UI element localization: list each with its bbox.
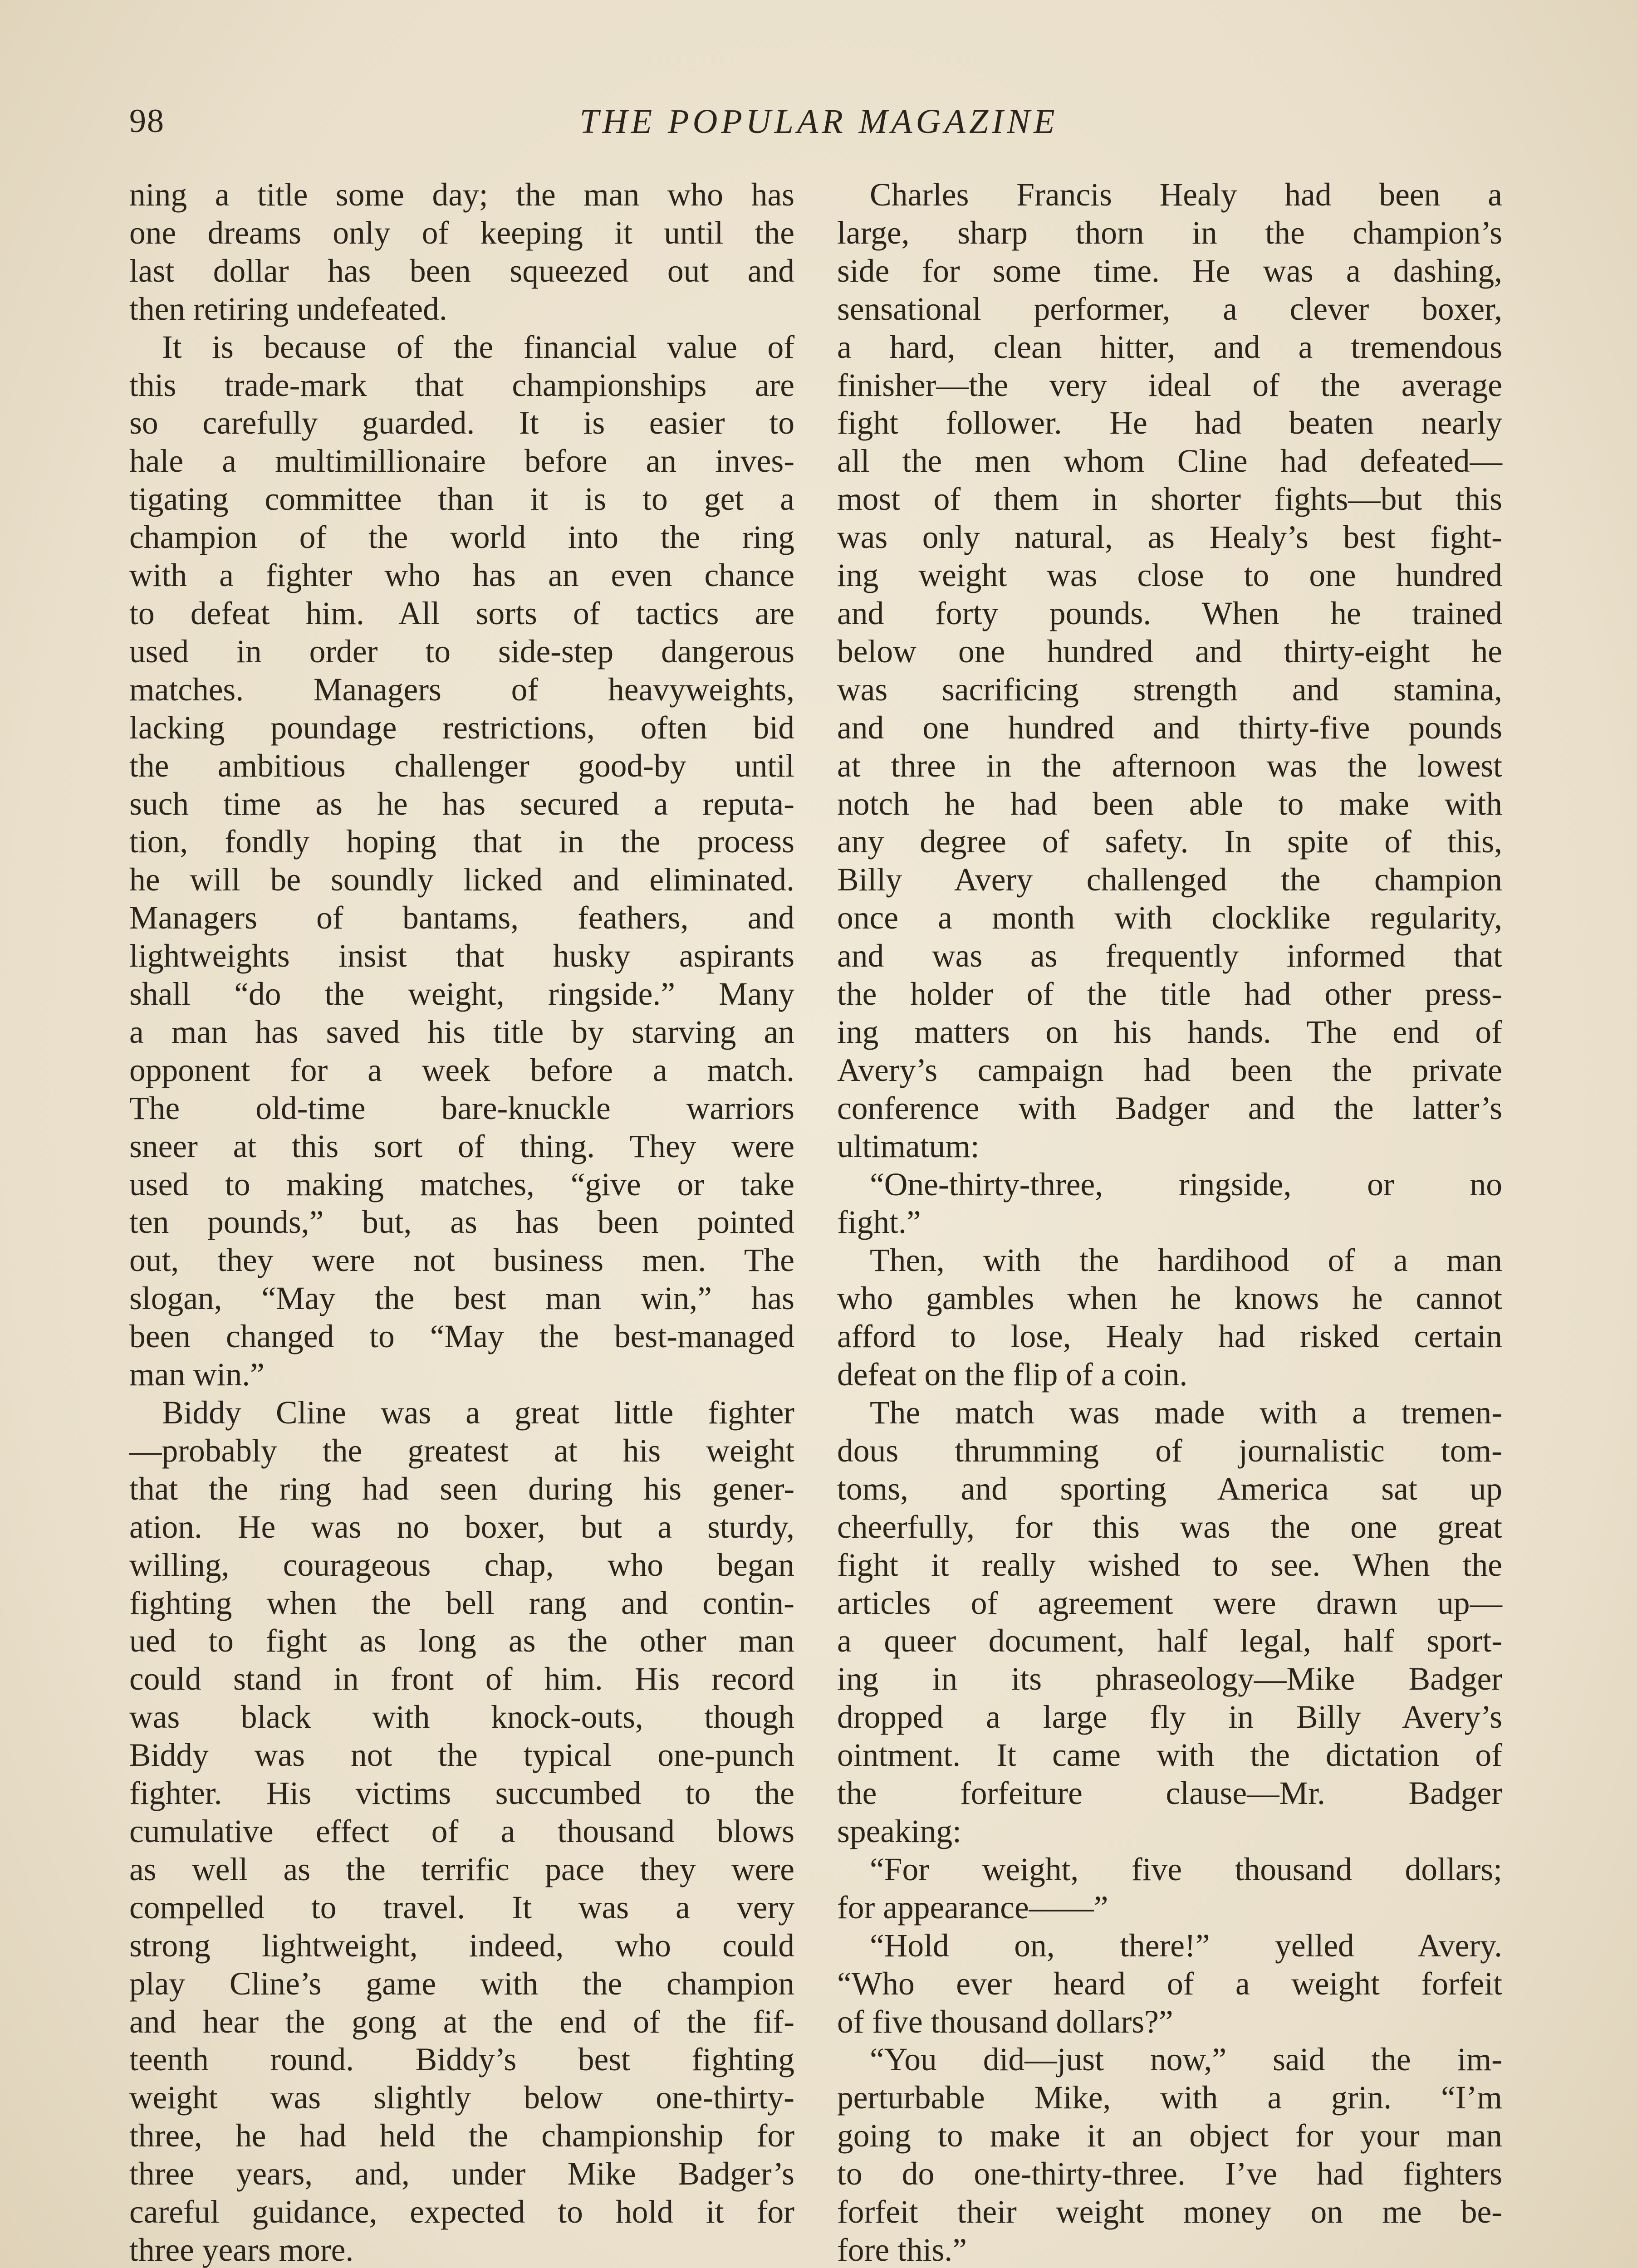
text-line: the holder of the title had other press- bbox=[837, 976, 1502, 1012]
text-line: sneer at this sort of thing. They were bbox=[129, 1128, 794, 1164]
text-line: a man has saved his title by starving an bbox=[129, 1014, 794, 1050]
text-line: such time as he has secured a reputa- bbox=[129, 786, 794, 822]
left-text-column bbox=[129, 176, 794, 2268]
text-line: Then, with the hardihood of a man bbox=[870, 1242, 1502, 1279]
text-line: Avery’s campaign had been the private bbox=[837, 1052, 1502, 1088]
text-line: “Hold on, there!” yelled Avery. bbox=[870, 1927, 1502, 1964]
text-line: three, he had held the championship for bbox=[129, 2118, 794, 2154]
text-line: opponent for a week before a match. bbox=[129, 1052, 794, 1088]
text-line: three years more. bbox=[129, 2232, 354, 2268]
text-line: “One-thirty-three, ringside, or no bbox=[870, 1166, 1502, 1202]
text-line: toms, and sporting America sat up bbox=[837, 1471, 1502, 1507]
text-line: “For weight, five thousand dollars; bbox=[870, 1851, 1502, 1887]
text-line: sensational performer, a clever boxer, bbox=[837, 291, 1502, 327]
text-line: Charles Francis Healy had been a bbox=[870, 177, 1502, 213]
text-line: three years, and, under Mike Badger’s bbox=[129, 2156, 794, 2192]
text-line: strong lightweight, indeed, who could bbox=[129, 1927, 794, 1964]
text-line: dropped a large fly in Billy Avery’s bbox=[837, 1699, 1502, 1735]
text-line: speaking: bbox=[837, 1813, 962, 1849]
text-line: the ambitious challenger good-by until bbox=[129, 748, 794, 784]
text-line: side for some time. He was a dashing, bbox=[837, 253, 1502, 289]
text-line: he will be soundly licked and eliminated. bbox=[129, 862, 794, 898]
text-line: afford to lose, Healy had risked certain bbox=[837, 1319, 1502, 1355]
text-line: below one hundred and thirty-eight he bbox=[837, 633, 1502, 670]
text-line: the forfeiture clause—Mr. Badger bbox=[837, 1775, 1502, 1812]
text-line: teenth round. Biddy’s best fighting bbox=[129, 2042, 794, 2078]
right-text-column bbox=[837, 176, 1502, 2268]
text-line: Billy Avery challenged the champion bbox=[837, 862, 1502, 898]
text-line: shall “do the weight, ringside.” Many bbox=[129, 976, 794, 1012]
text-line: fight follower. He had beaten nearly bbox=[837, 405, 1502, 441]
text-line: for appearance——” bbox=[837, 1889, 1108, 1926]
text-line: and was as frequently informed that bbox=[837, 938, 1502, 974]
text-line: and hear the gong at the end of the fif- bbox=[129, 2004, 794, 2040]
text-line: at three in the afternoon was the lowest bbox=[837, 748, 1502, 784]
text-line: compelled to travel. It was a very bbox=[129, 1889, 794, 1926]
text-line: and one hundred and thirty-five pounds bbox=[837, 709, 1502, 746]
text-line: as well as the terrific pace they were bbox=[129, 1851, 794, 1887]
text-line: used to making matches, “give or take bbox=[129, 1166, 794, 1202]
text-line: to defeat him. All sorts of tactics are bbox=[129, 595, 794, 631]
text-line: defeat on the flip of a coin. bbox=[837, 1357, 1188, 1393]
text-line: this trade-mark that championships are bbox=[129, 367, 794, 403]
text-line: articles of agreement were drawn up— bbox=[837, 1585, 1502, 1621]
text-line: fighting when the bell rang and contin- bbox=[129, 1585, 794, 1621]
text-line: going to make it an object for your man bbox=[837, 2118, 1502, 2154]
running-head: THE POPULAR MAGAZINE bbox=[579, 103, 1059, 141]
text-line: cumulative effect of a thousand blows bbox=[129, 1813, 794, 1849]
text-line: ing matters on his hands. The end of bbox=[837, 1014, 1502, 1050]
text-line: large, sharp thorn in the champion’s bbox=[837, 215, 1502, 251]
text-line: fore this.” bbox=[837, 2232, 967, 2268]
text-line: matches. Managers of heavyweights, bbox=[129, 671, 794, 708]
text-line: ing in its phraseology—Mike Badger bbox=[837, 1661, 1502, 1697]
text-line: conference with Badger and the latter’s bbox=[837, 1090, 1502, 1126]
text-line: lightweights insist that husky aspirants bbox=[129, 938, 794, 974]
text-line: “Who ever heard of a weight forfeit bbox=[837, 1965, 1502, 2002]
text-line: used in order to side-step dangerous bbox=[129, 633, 794, 670]
text-line: ten pounds,” but, as has been pointed bbox=[129, 1204, 794, 1241]
text-line: careful guidance, expected to hold it for bbox=[129, 2194, 794, 2230]
text-line: ation. He was no boxer, but a sturdy, bbox=[129, 1509, 794, 1545]
text-line: fight.” bbox=[837, 1204, 921, 1241]
text-line: one dreams only of keeping it until the bbox=[129, 215, 794, 251]
text-line: willing, courageous chap, who began bbox=[129, 1547, 794, 1583]
text-line: slogan, “May the best man win,” has bbox=[129, 1281, 794, 1317]
text-line: ing weight was close to one hundred bbox=[837, 557, 1502, 594]
text-line: tion, fondly hoping that in the process bbox=[129, 824, 794, 860]
text-line: could stand in front of him. His record bbox=[129, 1661, 794, 1697]
text-line: man win.” bbox=[129, 1357, 265, 1393]
text-line: last dollar has been squeezed out and bbox=[129, 253, 794, 289]
text-line: lacking poundage restrictions, often bid bbox=[129, 709, 794, 746]
text-line: of five thousand dollars?” bbox=[837, 2004, 1173, 2040]
text-line: hale a multimillionaire before an inves- bbox=[129, 443, 794, 479]
text-line: “You did—just now,” said the im- bbox=[870, 2042, 1502, 2078]
text-line: The match was made with a tremen- bbox=[870, 1395, 1502, 1431]
text-line: so carefully guarded. It is easier to bbox=[129, 405, 794, 441]
text-line: perturbable Mike, with a grin. “I’m bbox=[837, 2080, 1502, 2116]
text-line: any degree of safety. In spite of this, bbox=[837, 824, 1502, 860]
text-line: was sacrificing strength and stamina, bbox=[837, 671, 1502, 708]
text-line: cheerfully, for this was the one great bbox=[837, 1509, 1502, 1545]
text-line: once a month with clocklike regularity, bbox=[837, 900, 1502, 936]
text-line: fighter. His victims succumbed to the bbox=[129, 1775, 794, 1812]
text-line: It is because of the financial value of bbox=[162, 329, 794, 365]
text-line: ning a title some day; the man who has bbox=[129, 177, 794, 213]
text-line: was black with knock-outs, though bbox=[129, 1699, 794, 1735]
text-line: out, they were not business men. The bbox=[129, 1242, 794, 1279]
text-line: who gambles when he knows he cannot bbox=[837, 1281, 1502, 1317]
text-line: —probably the greatest at his weight bbox=[129, 1432, 794, 1469]
text-line: was only natural, as Healy’s best fight- bbox=[837, 519, 1502, 556]
text-line: ointment. It came with the dictation of bbox=[837, 1737, 1502, 1774]
text-line: weight was slightly below one-thirty- bbox=[129, 2080, 794, 2116]
text-line: to do one-thirty-three. I’ve had fighters bbox=[837, 2156, 1502, 2192]
text-line: with a fighter who has an even chance bbox=[129, 557, 794, 594]
text-line: then retiring undefeated. bbox=[129, 291, 447, 327]
text-line: play Cline’s game with the champion bbox=[129, 1965, 794, 2002]
text-line: finisher—the very ideal of the average bbox=[837, 367, 1502, 403]
text-line: ultimatum: bbox=[837, 1128, 980, 1164]
text-line: tigating committee than it is to get a bbox=[129, 481, 794, 518]
text-line: fight it really wished to see. When the bbox=[837, 1547, 1502, 1583]
text-line: all the men whom Cline had defeated— bbox=[837, 443, 1502, 479]
text-line: ued to fight as long as the other man bbox=[129, 1623, 794, 1659]
text-line: that the ring had seen during his gener- bbox=[129, 1471, 794, 1507]
text-line: and forty pounds. When he trained bbox=[837, 595, 1502, 631]
text-line: The old-time bare-knuckle warriors bbox=[129, 1090, 794, 1126]
text-line: forfeit their weight money on me be- bbox=[837, 2194, 1502, 2230]
page-number: 98 bbox=[129, 103, 165, 140]
text-line: Managers of bantams, feathers, and bbox=[129, 900, 794, 936]
page-header bbox=[125, 93, 1513, 156]
text-line: Biddy was not the typical one-punch bbox=[129, 1737, 794, 1774]
text-line: a queer document, half legal, half sport- bbox=[837, 1623, 1502, 1659]
text-line: a hard, clean hitter, and a tremendous bbox=[837, 329, 1502, 365]
text-line: been changed to “May the best-managed bbox=[129, 1319, 794, 1355]
text-line: most of them in shorter fights—but this bbox=[837, 481, 1502, 518]
text-line: Biddy Cline was a great little fighter bbox=[162, 1395, 794, 1431]
text-line: champion of the world into the ring bbox=[129, 519, 794, 556]
text-line: dous thrumming of journalistic tom- bbox=[837, 1432, 1502, 1469]
text-line: notch he had been able to make with bbox=[837, 786, 1502, 822]
